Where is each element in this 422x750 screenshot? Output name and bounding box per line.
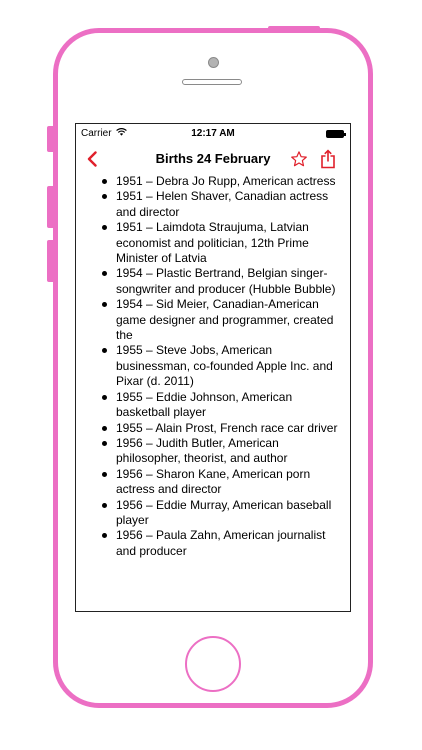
- front-camera: [208, 57, 219, 68]
- list-item: 1954 – Plastic Bertrand, Belgian singer-songwriter and producer (Hubble Bubble): [116, 266, 342, 297]
- list-item: 1956 – Sharon Kane, American porn actress and director: [116, 467, 342, 498]
- earpiece-speaker: [182, 79, 242, 85]
- share-icon: [320, 149, 336, 169]
- list-item: 1955 – Eddie Johnson, American basketball player: [116, 390, 342, 421]
- status-time: 12:17 AM: [191, 128, 235, 139]
- carrier-label: Carrier: [81, 128, 112, 139]
- list-item: 1954 – Sid Meier, Canadian-American game designer and programmer, created the: [116, 297, 342, 343]
- list-item: 1955 – Alain Prost, French race car driver: [116, 421, 342, 436]
- status-bar: [76, 124, 350, 144]
- births-content: [76, 174, 350, 559]
- navigation-bar: [76, 144, 350, 174]
- list-item: 1955 – Steve Jobs, American businessman, co-founded Apple Inc. and Pixar (d. 2011): [116, 343, 342, 389]
- star-icon: [290, 150, 308, 168]
- births-list: [76, 174, 342, 559]
- list-item: 1951 – Laimdota Straujuma, Latvian economist and politician, 12th Prime Minister of Latvia: [116, 220, 342, 266]
- phone-screen: [75, 123, 351, 612]
- favorite-button[interactable]: [290, 150, 308, 168]
- page-title: Births 24 February: [155, 151, 271, 166]
- home-button[interactable]: [185, 636, 241, 692]
- list-item: 1951 – Helen Shaver, Canadian actress and director: [116, 189, 342, 220]
- list-item: 1956 – Judith Butler, American philosopher, theorist, and author: [116, 436, 342, 467]
- list-item: 1956 – Paula Zahn, American journalist and producer: [116, 528, 342, 559]
- list-item: 1951 – Debra Jo Rupp, American actress: [116, 174, 342, 189]
- battery-icon: [326, 130, 344, 138]
- share-button[interactable]: [320, 149, 336, 169]
- list-item: 1956 – Eddie Murray, American baseball player: [116, 498, 342, 529]
